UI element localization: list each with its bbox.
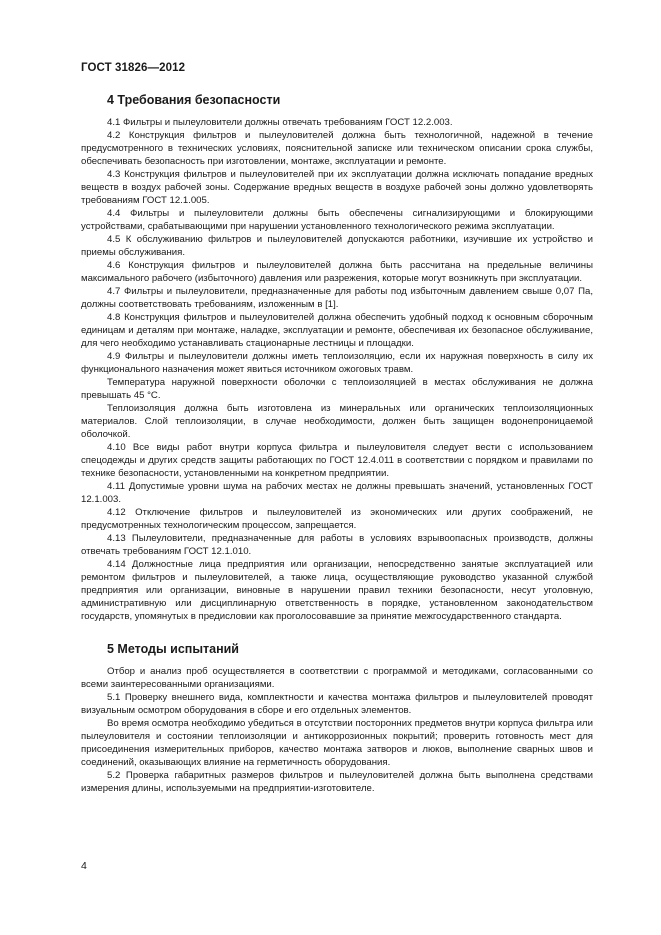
paragraph: 5.1 Проверку внешнего вида, комплектности и качества монтажа фильтров и пылеуловителей проводят визуальным осмотром оборудования в сборе и его отдельных элементов. bbox=[81, 692, 593, 716]
paragraph: Во время осмотра необходимо убедиться в отсутствии посторонних предметов внутри корпуса фильтра или пылеуловителя и состоянии теплоизоляции и антикоррозионных покрытий; проверить готовность мест для присоединения измерительных приборов, качество монтажа затворов и люков, выполнение сварных швов и соединений, оказывающих влияние на герметичность оборудования. bbox=[81, 718, 593, 768]
paragraph: 4.13 Пылеуловители, предназначенные для работы в условиях взрывоопасных производств, должны отвечать требованиям ГОСТ 12.1.010. bbox=[81, 533, 593, 557]
standard-header: ГОСТ 31826—2012 bbox=[81, 62, 186, 74]
page-number: 4 bbox=[81, 860, 87, 872]
paragraph: Теплоизоляция должна быть изготовлена из минеральных или органических теплоизоляционных материалов. Слой теплоизоляции, в случае необходимости, должен быть защищен водонепроницаемой оболочкой. bbox=[81, 403, 593, 440]
paragraph: 4.4 Фильтры и пылеуловители должны быть обеспечены сигнализирующими и блокирующими устройствами, срабатывающими при нарушении установленного технологического режима эксплуатации. bbox=[81, 208, 593, 232]
page-content bbox=[81, 92, 593, 795]
paragraph: 4.1 Фильтры и пылеуловители должны отвечать требованиям ГОСТ 12.2.003. bbox=[107, 117, 453, 128]
paragraph: 4.7 Фильтры и пылеуловители, предназначенные для работы под избыточным давлением свыше 0,07 Па, должны соответствовать требованиям, изложенным в [1]. bbox=[81, 286, 593, 310]
paragraph: 4.14 Должностные лица предприятия или организации, непосредственно занятые эксплуатацией или ремонтом фильтров и пылеуловителей, а также лица, осуществляющие руководство указанной службой предприятия или организации, виновные в нарушении правил техники безопасности, несут уголовную, административную или дисциплинарную ответственность в порядке, установленном законодательством государств, упомянутых в предисловии как проголосовавшие за принятие межгосударственного стандарта. bbox=[81, 559, 593, 622]
paragraph: 4.5 К обслуживанию фильтров и пылеуловителей допускаются работники, изучившие их устройство и приемы обслуживания. bbox=[81, 234, 593, 258]
section-5-body bbox=[81, 665, 593, 795]
paragraph: 4.10 Все виды работ внутри корпуса фильтра и пылеуловителя следует вести с использованием спецодежды и других средств защиты работающих по ГОСТ 12.4.011 в соответствии с порядком и правилами по технике безопасности, установленными на конкретном предприятии. bbox=[81, 442, 593, 479]
paragraph: 5.2 Проверка габаритных размеров фильтров и пылеуловителей должна быть выполнена средствами измерения длины, используемыми на предприятии-изготовителе. bbox=[81, 770, 593, 794]
paragraph: 4.11 Допустимые уровни шума на рабочих местах не должны превышать значений, установленных ГОСТ 12.1.003. bbox=[81, 481, 593, 505]
paragraph: Отбор и анализ проб осуществляется в соответствии с программой и методиками, согласованными со всеми заинтересованными организациями. bbox=[81, 666, 593, 690]
paragraph: 4.9 Фильтры и пылеуловители должны иметь теплоизоляцию, если их наружная поверхность в силу их функционального назначения может явиться источником ожоговых травм. bbox=[81, 351, 593, 375]
section-5-title: 5 Методы испытаний bbox=[107, 642, 239, 656]
paragraph: Температура наружной поверхности оболочки с теплоизоляцией в местах обслуживания не должна превышать 45 °С. bbox=[81, 377, 593, 401]
section-4-title: 4 Требования безопасности bbox=[107, 93, 281, 107]
paragraph: 4.8 Конструкция фильтров и пылеуловителей должна обеспечить удобный подход к основным сборочным единицам и деталям при монтаже, наладке, эксплуатации и ремонте, обеспечивая их безопасное обслуживание, для чего необходимо устанавливать стационарные лестницы и площадки. bbox=[81, 312, 593, 349]
paragraph: 4.2 Конструкция фильтров и пылеуловителей должна быть технологичной, надежной в течение предусмотренного в технических условиях, пояснительной записке или техническом описании срока службы, обеспечивать безопасность при изготовлении, монтаже, эксплуатации и ремонте. bbox=[81, 130, 593, 167]
paragraph: 4.6 Конструкция фильтров и пылеуловителей должна быть рассчитана на предельные величины максимального рабочего (избыточного) давления или разрежения, которые могут возникнуть при эксплуатации. bbox=[81, 260, 593, 284]
paragraph: 4.12 Отключение фильтров и пылеуловителей из экономических или других соображений, не предусмотренных технологическим процессом, запрещается. bbox=[81, 507, 593, 531]
section-4-body bbox=[81, 116, 593, 623]
paragraph: 4.3 Конструкция фильтров и пылеуловителей при их эксплуатации должна исключать попадание вредных веществ в воздух рабочей зоны. Содержание вредных веществ в воздухе рабочей зоны должно удовлетворять требованиям ГОСТ 12.1.005. bbox=[81, 169, 593, 206]
